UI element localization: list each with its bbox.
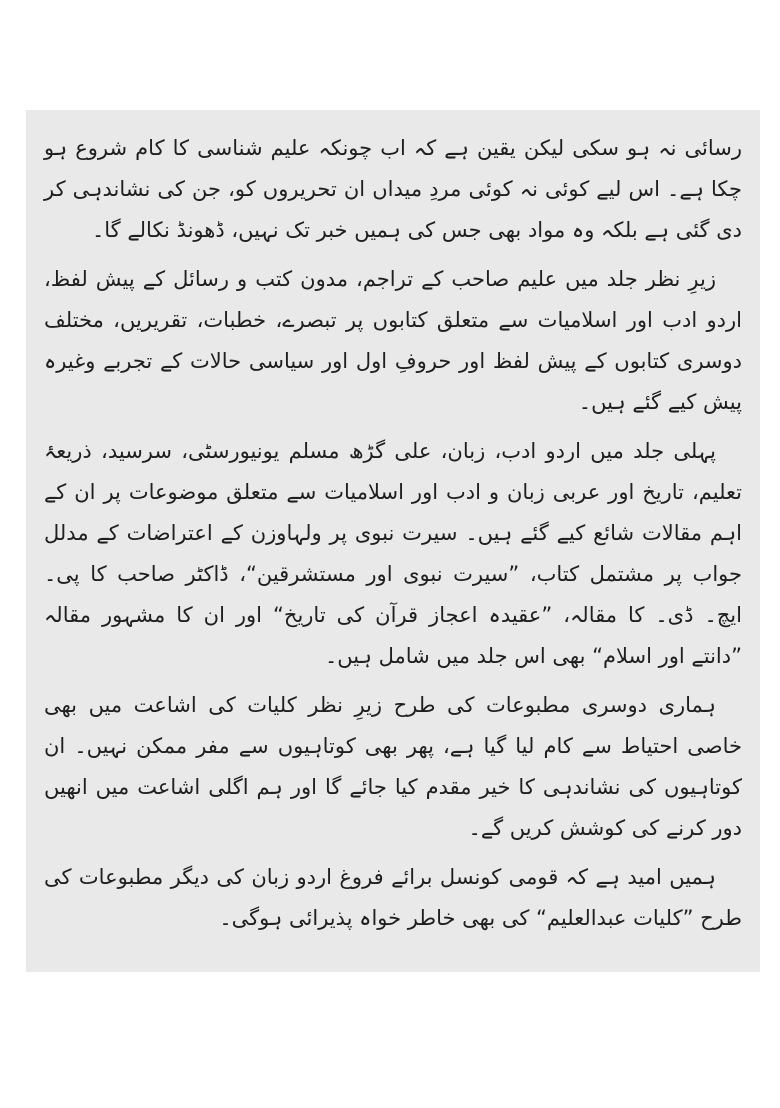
scanned-page [26,110,760,972]
paragraph-volume-contents: زیرِ نظر جلد میں علیم صاحب کے تراجم، مدون کتب و رسائل کے پیش لفظ، اردو ادب اور اسلامیات سے متعلق کتابوں پر تبصرے، خطبات، تقریریں، مختلف دوسری کتابوں کے پیش لفظ اور حروفِ اول اور سیاسی حالات کے تجربے وغیرہ پیش کیے گئے ہیں۔ [44,267,742,414]
page-text [44,128,742,947]
paragraph-first-volume: پہلی جلد میں اردو ادب، زبان، علی گڑھ مسلم یونیورسٹی، سرسید، ذریعۂ تعلیم، تاریخ اور عربی زبان و ادب اور اسلامیات سے متعلق موضوعات پر ان کے اہم مقالات شائع کیے گئے ہیں۔ سیرت نبوی پر ولہاوزن کے اعتراضات کے مدلل جواب پر مشتمل کتاب، ”سیرت نبوی اور مستشرقین“، ڈاکٹر صاحب کا پی۔ ایچ۔ ڈی۔ کا مقالہ، ”عقیدہ اعجاز قرآن کی تاریخ“ اور ان کا مشہور مقالہ ”دانتے اور اسلام“ بھی اس جلد میں شامل ہیں۔ [44,439,742,668]
paragraph-errata: ہماری دوسری مطبوعات کی طرح زیرِ نظر کلیات کی اشاعت میں بھی خاصی احتیاط سے کام لیا گیا ہے، پھر بھی کوتاہیوں سے مفر ممکن نہیں۔ ان کوتاہیوں کی نشاندہی کا خیر مقدم کیا جائے گا اور ہم اگلی اشاعت میں انھیں دور کرنے کی کوشش کریں گے۔ [44,693,742,840]
paragraph-closing: ہمیں امید ہے کہ قومی کونسل برائے فروغ اردو زبان کی دیگر مطبوعات کی طرح ”کلیات عبدالعلیم“ کی بھی خاطر خواہ پذیرائی ہوگی۔ [44,865,742,930]
paragraph-continuation: رسائی نہ ہو سکی لیکن یقین ہے کہ اب چونکہ علیم شناسی کا کام شروع ہو چکا ہے۔ اس لیے کوئی نہ کوئی مردِ میداں ان تحریروں کو، جن کی نشاندہی کر دی گئی ہے بلکہ وہ مواد بھی جس کی ہمیں خبر تک نہیں، ڈھونڈ نکالے گا۔ [44,136,743,242]
